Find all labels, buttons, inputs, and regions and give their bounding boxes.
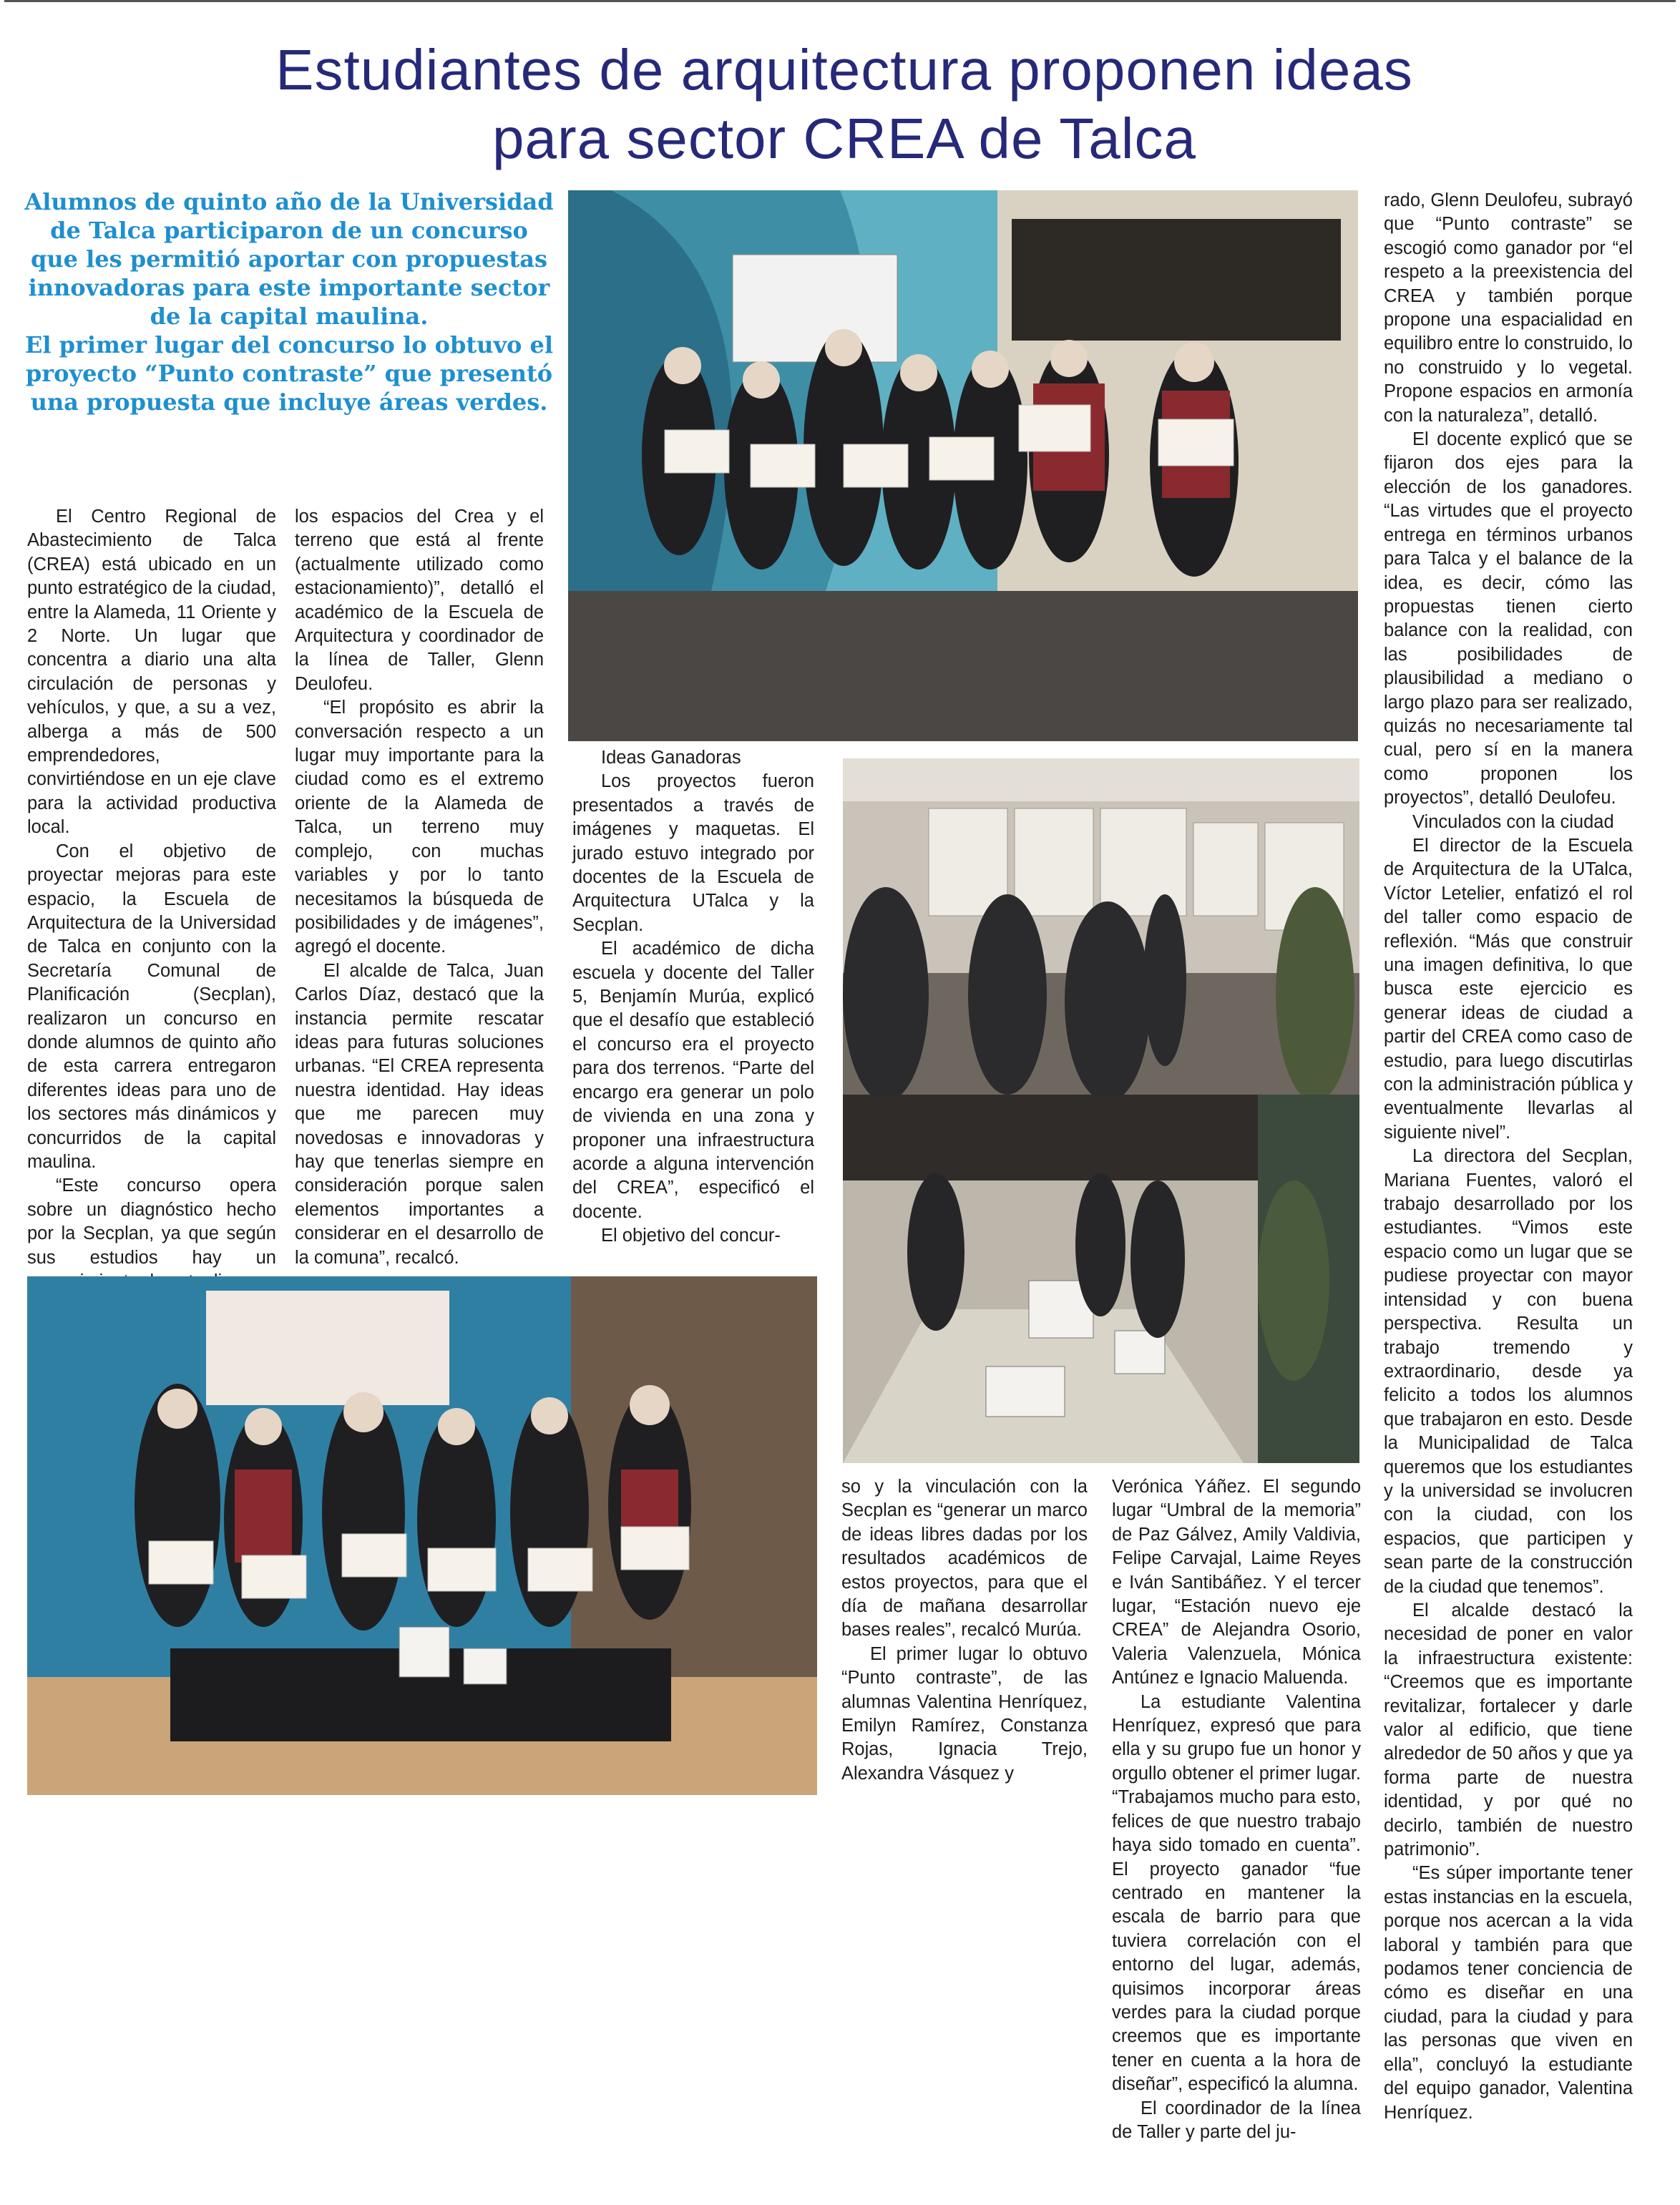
headline-line-1: Estudiantes de arquitectura proponen ideas	[275, 38, 1413, 102]
article-column-3-continued	[841, 1475, 1088, 1786]
body-paragraph: El primer lugar lo obtuvo “Punto contraste”, de las alumnas Valentina Henríquez, Emilyn Ramírez, Constanza Rojas, Ignacia Trejo, Alexandra Vásquez y	[841, 1643, 1088, 1784]
photo-students-with-diplomas	[568, 190, 1358, 741]
body-paragraph: El coordinador de la línea de Taller y parte del ju-	[1112, 2098, 1361, 2142]
body-paragraph: “El propósito es abrir la conversación respecto a un lugar muy importante para la ciudad como es el extremo oriente de la Alameda de Talca, un terreno muy complejo, con muchas variables y por lo tanto necesitamos la búsqueda de posibilidades y de imágenes”, agregó el docente.	[295, 698, 544, 957]
body-paragraph: so y la vinculación con la Secplan es “generar un marco de ideas libres dadas por los resultados académicos de estos proyectos, para que el día de mañana desarrollar bases reales”, recalcó Murúa.	[841, 1477, 1088, 1641]
headline	[57, 36, 1631, 173]
top-rule	[4, 0, 1676, 2]
body-paragraph: El académico de dicha escuela y docente del Taller 5, Benjamín Murúa, explicó que el desafío que estableció el concurso era el proyecto para dos terrenos. “Parte del encargo era generar un polo de vivienda en una zona y proponer una infraestructura acorde a alguna intervención del CREA”, especificó el docente.	[572, 939, 814, 1222]
photo-winning-team-with-model	[27, 1276, 817, 1795]
body-paragraph: “Este concurso opera sobre un diagnóstico hecho por la Secplan, ya que según sus estudios hay un	[27, 1175, 276, 1268]
lead-paragraph-1: Alumnos de quinto año de la Universidad de Talca participaron de un concurso que les permitió aportar con propuestas innovadoras para este importante sector de la capital maulina.	[24, 188, 554, 330]
body-paragraph: La directora del Secplan, Mariana Fuentes, valoró el trabajo desarrollado por los estudiantes. “Vimos este espacio como un lugar que se pudiese proyectar con mayor intensidad y con buena perspectiva. Resulta un trabajo tremendo y extraordinario, desde ya felicito a todos los alumnos que trabajaron en esto. Desde la Municipalidad de Talca queremos que los estudiantes y la universidad se involucren con la ciudad, con los espacios, que participen y sean parte de la construcción de la ciudad que tenemos”.	[1384, 1146, 1633, 1597]
article-column-1	[27, 505, 276, 1294]
body-paragraph: El docente explicó que se fijaron dos ejes para la elección de los ganadores. “Las virtudes que el proyecto entrega en términos urbanos para Talca y el balance de la idea, es decir, cómo las propuestas tienen cierto balance con la realidad, con las posibilidades de plausibilidad a mediano o largo plazo para ser realizado, quizás no necesariamente tal cual, pero sí en la manera como proponen los proyectos”, detalló Deulofeu.	[1384, 429, 1633, 808]
lead-text	[24, 187, 554, 416]
body-paragraph: los espacios del Crea y el terreno que está al frente (actualmente utilizado como estacionamiento)”, detalló el académico de la Escuela de Arquitectura y coordinador de la línea de Taller, Glenn Deulofeu.	[295, 507, 544, 694]
body-paragraph: El Centro Regional de Abastecimiento de Talca (CREA) está ubicado en un punto estratégico de la ciudad, entre la Alameda, 11 Oriente y 2 Norte. Un lugar que concentra a diario una alta circulación de personas y vehículos, y que, a su a vez, alberga a más de 500 emprendedores, convirtiéndose en un eje clave para la actividad productiva local.	[27, 507, 276, 838]
body-paragraph: Verónica Yáñez. El segundo lugar “Umbral de la memoria” de Paz Gálvez, Amily Valdivia, Felipe Carvajal, Laime Reyes e Iván Santibáñez. Y el tercer lugar, “Estación nuevo eje CREA” de Alejandra Osorio, Valeria Valenzuela, Mónica Antúnez e Ignacio Maluenda.	[1112, 1477, 1361, 1688]
body-paragraph: El alcalde de Talca, Juan Carlos Díaz, destacó que la instancia permite rescatar ideas para futuras soluciones urbanas. “El CREA representa nuestra identidad. Hay ideas que me parecen muy novedosas e innovadoras y hay que tenerlas siempre en consideración porque salen elementos importantes a considerar en el desarrollo de la comuna”, recalcó.	[295, 960, 544, 1268]
body-paragraph: “Es súper importante tener estas instancias en la escuela, porque nos acercan a la vida laboral y también para que podamos tener conciencia de cómo es diseñar en una ciudad, para la ciudad y para las personas que viven en ella”, concluyó la estudiante del equipo ganador, Valentina Henríquez.	[1384, 1863, 1633, 2123]
article-column-5	[1384, 189, 1633, 2125]
section-subhead-vinculados: Vinculados con la ciudad	[1412, 811, 1614, 832]
body-paragraph: rado, Glenn Deulofeu, subrayó que “Punto contraste” se escogió como ganador por “el respeto a la preexistencia del CREA y también porque propone una espacialidad en equilibro entre lo construido, lo no construido y lo vegetal. Propone espacios en armonía con la naturaleza”, detalló.	[1384, 190, 1633, 426]
body-paragraph: El objetivo del concur-	[601, 1226, 781, 1246]
body-paragraph: Los proyectos fueron presentados a través de imágenes y maquetas. El jurado estuvo integrado por docentes de la Escuela de Arquitectura UTalca y la Secplan.	[572, 771, 814, 935]
headline-line-2: para sector CREA de Talca	[492, 107, 1197, 170]
photo-architectural-models	[843, 1095, 1359, 1463]
article-column-3	[572, 746, 814, 1248]
article-column-2	[295, 505, 544, 1270]
lead-paragraph-2: El primer lugar del concurso lo obtuvo el proyecto “Punto contraste” que presentó una propuesta que incluye áreas verdes.	[24, 331, 554, 416]
photo-exhibition-panels	[843, 758, 1359, 1102]
body-paragraph: Con el objetivo de proyectar mejoras para este espacio, la Escuela de Arquitectura de la Universidad de Talca en conjunto con la Secretaría Comunal de Planificación (Secplan), realizaron un concurso en donde alumnos de quinto año de esta carrera entregaron diferentes ideas para uno de los sectores más dinámicos y concurridos de la capital maulina.	[27, 841, 276, 1172]
body-paragraph: La estudiante Valentina Henríquez, expresó que para ella y su grupo fue un honor y orgullo obtener el primer lugar. “Trabajamos mucho para esto, felices de que nuestro trabajo haya sido tomado en cuenta”. El proyecto ganador “fue centrado en mantener la escala de barrio para que tuviera correlación con el entorno del lugar, además, quisimos incorporar áreas verdes para la ciudad porque creemos que es importante tener en cuenta a la hora de diseñar”, especificó la alumna.	[1112, 1691, 1361, 2095]
body-paragraph: El alcalde destacó la necesidad de poner en valor la infraestructura existente: “Creemos que es importante revitalizar, fortalecer y darle valor al edificio, que tiene alrededor de 50 años y que ya forma parte de nuestra identidad, y por qué no decirlo, también de nuestro patrimonio”.	[1384, 1600, 1633, 1860]
article-column-4	[1112, 1475, 1361, 2144]
section-subhead-ideas-ganadoras: Ideas Ganadoras	[601, 748, 741, 768]
body-paragraph: El director de la Escuela de Arquitectura de la UTalca, Víctor Letelier, enfatizó el rol del taller como espacio de reflexión. “Más que construir una imagen definitiva, lo que busca este ejercicio es generar ideas de ciudad a partir del CREA como caso de estudio, para luego discutirlas con la administración pública y eventualmente llevarlas al siguiente nivel”.	[1384, 835, 1633, 1143]
